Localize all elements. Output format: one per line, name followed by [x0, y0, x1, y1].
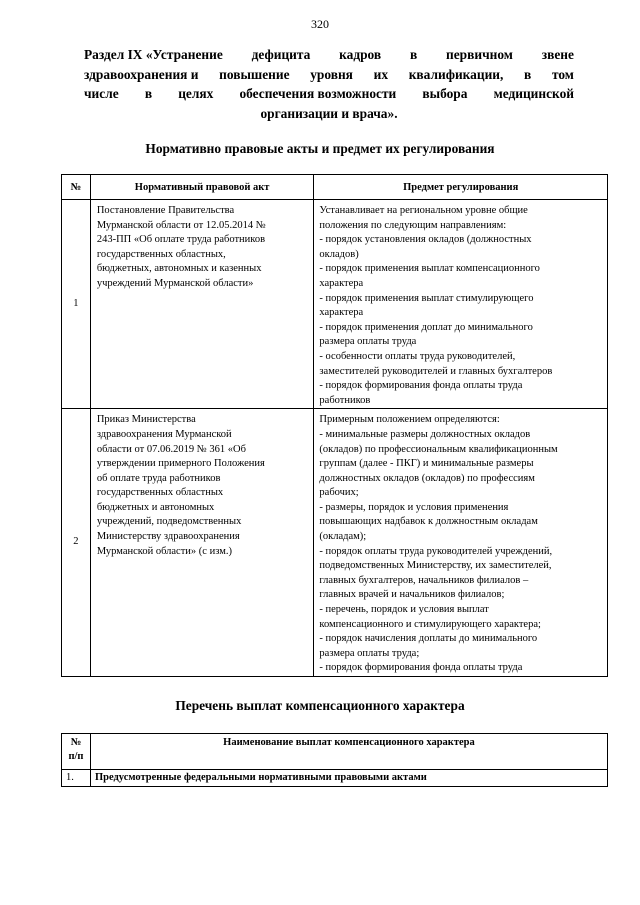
act-line: бюджетных и автономных: [96, 501, 215, 513]
header-payment-name: Наименование выплат компенсационного характера: [90, 734, 607, 770]
act-line: Министерству здравоохранения: [96, 531, 240, 543]
table-row: [62, 200, 608, 409]
act-line: Мурманской области от 12.05.2014 №: [96, 219, 266, 231]
title-word: кадров: [339, 47, 382, 62]
subject-line: рабочих;: [319, 487, 359, 499]
subject-line: окладов): [319, 248, 359, 260]
act-line: учреждений Мурманской области»: [96, 277, 254, 289]
header-number: №: [62, 175, 91, 200]
act-line: бюджетных, автономных и казенных: [96, 263, 262, 275]
title-word: звене: [541, 47, 574, 62]
header-number: [62, 734, 91, 770]
title-word: медицинской: [493, 86, 574, 101]
section-title-line-1: [84, 45, 574, 65]
title-word: обеспечения возможности: [239, 86, 397, 101]
subject-line: - порядок начисления доплаты до минимального: [319, 633, 538, 645]
subject-line: повышающих надбавок к должностным окладам: [319, 516, 538, 528]
row-number: 1.: [62, 770, 91, 787]
table-header-row: [62, 175, 608, 200]
subject-line: главных врачей и начальников филиалов;: [319, 589, 505, 601]
header-number-line-1: №: [70, 737, 82, 748]
compensation-payments-table: [61, 733, 608, 787]
subject-line: положения по следующим направлениям:: [319, 219, 507, 231]
title-word: уровня: [310, 66, 353, 82]
regulatory-act: [90, 200, 314, 409]
title-word: дефицита: [251, 47, 311, 62]
act-line: государственных областных: [96, 487, 224, 499]
title-word: выбора: [422, 86, 468, 101]
table-row: [62, 770, 608, 787]
title-word: Раздел IX «Устранение: [84, 47, 223, 62]
subject-line: размера оплаты труда: [319, 336, 417, 348]
section-title-line-2: [84, 65, 574, 85]
subject-line: - порядок формирования фонда оплаты труда: [319, 662, 523, 674]
subject-line: - особенности оплаты труда руководителей,: [319, 350, 516, 362]
subject-line: должностных окладов (окладов) по профессиям: [319, 472, 535, 484]
table-row: [62, 409, 608, 677]
section-title-line-3: [84, 84, 574, 104]
subject-line: - порядок оплаты труда руководителей учреждений,: [319, 545, 553, 557]
act-line: 243-ПП «Об оплате труда работников: [96, 234, 266, 246]
title-word: целях: [178, 86, 214, 101]
header-subject: Предмет регулирования: [314, 175, 608, 200]
subject-line: Примерным положением определяются:: [319, 414, 500, 426]
title-word: повышение: [219, 66, 290, 82]
row-number: 1: [62, 200, 91, 409]
subject-line: заместителей руководителей и главных бухгалтеров: [319, 365, 553, 377]
table-header-row: [62, 734, 608, 770]
act-line: Постановление Правительства: [96, 205, 235, 216]
regulatory-acts-table: [61, 174, 608, 677]
title-word: в: [524, 66, 532, 82]
page-number: 320: [311, 17, 329, 31]
subject-line: характера: [319, 277, 364, 289]
header-act: Нормативный правовой акт: [90, 175, 314, 200]
section-title-line-4: организации и врача».: [260, 105, 398, 121]
subject-line: работников: [319, 394, 371, 406]
subject-line: подведомственных Министерству, их заместителей,: [319, 560, 552, 572]
title-word: числе: [84, 86, 119, 101]
regulation-subject: [314, 200, 608, 409]
subject-line: характера: [319, 307, 364, 319]
act-line: Мурманской области» (с изм.): [96, 545, 232, 557]
act-line: Приказ Министерства: [96, 414, 196, 426]
act-line: учреждений, подведомственных: [96, 516, 242, 528]
title-word: том: [551, 66, 574, 82]
title-word: в: [409, 47, 418, 62]
act-line: утверждении примерного Положения: [96, 458, 265, 470]
title-word: квалификации,: [408, 66, 504, 82]
act-line: об оплате труда работников: [96, 472, 221, 484]
subject-line: компенсационного и стимулирующего характера;: [319, 618, 541, 630]
subject-line: - размеры, порядок и условия применения: [319, 501, 509, 513]
title-word: здравоохранения и: [84, 66, 199, 82]
regulatory-act: [90, 409, 314, 677]
subject-line: (окладов) по профессиональным квалификационным: [319, 443, 558, 455]
subject-line: (окладам);: [319, 531, 367, 543]
act-line: области от 07.06.2019 № 361 «Об: [96, 443, 246, 455]
subject-line: группам (далее - ПКГ) и минимальные размеры: [319, 458, 534, 470]
title-word: первичном: [446, 47, 513, 62]
act-line: государственных областных,: [96, 248, 226, 260]
subject-line: - порядок установления окладов (должностных: [319, 234, 532, 246]
subject-line: размера оплаты труда;: [319, 647, 420, 659]
subject-line: - порядок применения выплат стимулирующего: [319, 292, 534, 304]
act-line: здравоохранения Мурманской: [96, 428, 232, 440]
title-word: их: [373, 66, 389, 82]
compensation-payments-heading: Перечень выплат компенсационного характера: [175, 698, 465, 713]
subject-line: - порядок применения выплат компенсационного: [319, 263, 540, 275]
payment-name: Предусмотренные федеральными нормативными правовыми актами: [90, 770, 607, 787]
regulatory-acts-heading: Нормативно правовые акты и предмет их регулирования: [145, 141, 495, 156]
row-number: 2: [62, 409, 91, 677]
section-title: [84, 45, 574, 123]
subject-line: главных бухгалтеров, начальников филиалов –: [319, 574, 529, 586]
subject-line: - порядок формирования фонда оплаты труда: [319, 380, 523, 392]
subject-line: Устанавливает на региональном уровне общие: [319, 205, 528, 216]
subject-line: - перечень, порядок и условия выплат: [319, 604, 489, 616]
header-number-line-2: п/п: [68, 751, 84, 762]
subject-line: - порядок применения доплат до минимального: [319, 321, 533, 333]
subject-line: - минимальные размеры должностных окладов: [319, 428, 531, 440]
title-word: в: [144, 86, 153, 101]
regulation-subject: [314, 409, 608, 677]
